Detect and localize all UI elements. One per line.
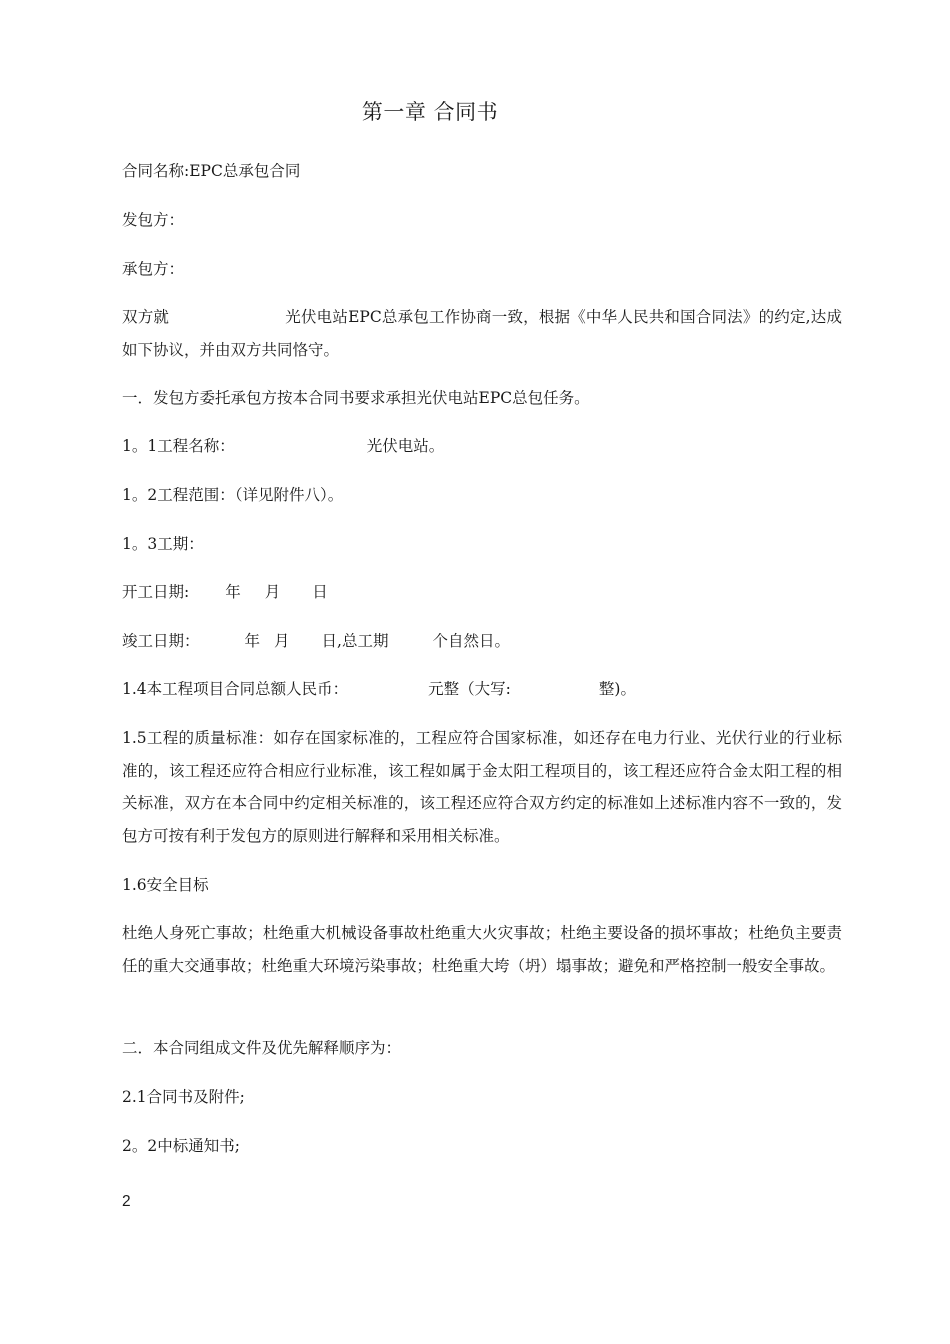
start-date-line <box>122 580 842 604</box>
section-1-heading: 一．发包方委托承包方按本合同书要求承担光伏电站EPC总包任务。 <box>122 389 590 407</box>
intro-body: 光伏电站EPC总承包工作协商一致，根据《中华人民共和国合同法》的约定,达成如下协议，并由双方共同恪守。 <box>122 308 842 359</box>
safety-goals: 杜绝人身死亡事故；杜绝重大机械设备事故杜绝重大火灾事故；杜绝主要设备的损坏事故；杜绝负主要责任的重大交通事故；杜绝重大环境污染事故；杜绝重大垮（坍）塌事故；避免和严格控制一般安全事故。 <box>122 924 842 975</box>
clause-1-2: 1。2工程范围：（详见附件八）。 <box>122 486 344 504</box>
clause-1-1-value: 光伏电站。 <box>366 437 445 455</box>
clause-1-4-amount: 元整（大写: <box>428 680 511 698</box>
clause-1-1 <box>122 434 842 458</box>
end-date-label: 竣工日期： <box>122 632 200 650</box>
employer-line: 发包方： <box>122 211 185 229</box>
end-year: 年 <box>244 632 261 650</box>
start-month: 月 <box>264 583 281 601</box>
start-day: 日 <box>312 583 328 601</box>
page-number: 2 <box>122 1193 131 1210</box>
chapter-title: 第一章 合同书 <box>361 100 499 124</box>
clause-1-4-label: 1.4本工程项目合同总额人民币： <box>122 680 349 698</box>
contractor-line: 承包方： <box>122 260 185 278</box>
clause-1-4 <box>122 677 842 701</box>
end-day-total: 日,总工期 <box>321 632 389 650</box>
start-date-label: 开工日期: <box>122 583 190 601</box>
contract-name: 合同名称:EPC总承包合同 <box>122 162 301 180</box>
section-2-heading: 二．本合同组成文件及优先解释顺序为： <box>122 1039 402 1057</box>
intro-prefix: 双方就 <box>122 308 170 326</box>
intro-paragraph <box>122 301 842 366</box>
clause-2-2: 2。2中标通知书; <box>122 1137 240 1155</box>
end-date-line <box>122 629 842 653</box>
clause-1-3: 1。3工期： <box>122 535 204 553</box>
clause-1-6: 1.6安全目标 <box>122 876 209 894</box>
end-month: 月 <box>274 632 290 650</box>
clause-1-5: 1.5工程的质量标准：如存在国家标准的，工程应符合国家标准，如还存在电力行业、光伏行业的行业标准的，该工程还应符合相应行业标准，该工程如属于金太阳工程项目的，该工程还应符合金太阳工程的相关标准，双方在本合同中约定相关标准的，该工程还应符合双方约定的标准如上述标准内容不一致的，发包方可按有利于发包方的原则进行解释和采用相关标准。 <box>122 729 842 845</box>
clause-2-1: 2.1合同书及附件; <box>122 1088 245 1106</box>
start-year: 年 <box>225 583 241 601</box>
end-days-tail: 个自然日。 <box>432 632 510 650</box>
clause-1-1-label: 1。1工程名称： <box>122 437 235 455</box>
clause-1-4-tail: 整)。 <box>598 680 636 698</box>
